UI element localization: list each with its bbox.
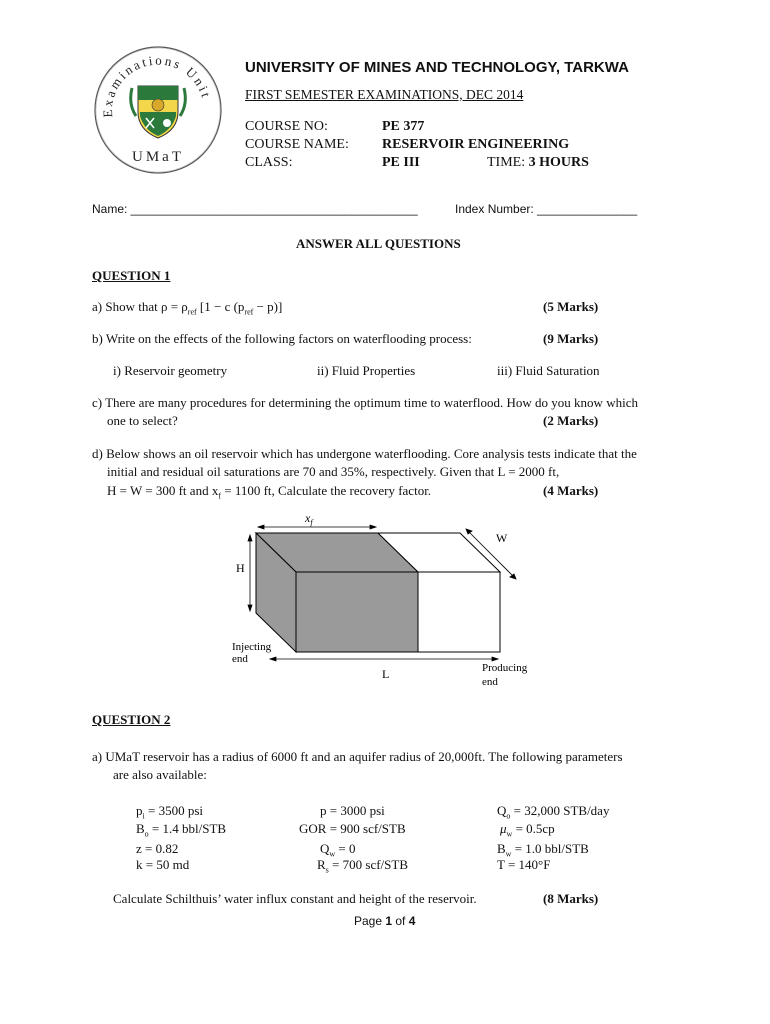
param-qo-val: = 32,000 STB/day	[510, 803, 610, 818]
label-producing-end: end	[482, 676, 498, 688]
q1b-text: b) Write on the effects of the following factors on waterflooding process:	[92, 331, 472, 346]
q1c-marks: (2 Marks)	[543, 413, 599, 428]
course-no-label: COURSE NO:	[245, 119, 328, 134]
param-bo-sub: o	[144, 829, 149, 839]
param-muw-sym: μ	[500, 821, 507, 836]
label-xf	[304, 511, 314, 527]
q1b-item-ii: ii) Fluid Properties	[317, 363, 416, 378]
param-pi-sub: i	[142, 811, 145, 821]
q1d-line2: initial and residual oil saturations are 70 and 35%, respectively. Given that L = 2000 ft,	[107, 464, 560, 479]
course-name-value: RESERVOIR ENGINEERING	[382, 137, 570, 152]
unflooded-front-face	[418, 572, 500, 652]
q1d-line3	[107, 483, 431, 501]
param-rs-val: = 700 scf/STB	[328, 857, 408, 872]
crest-icon	[131, 86, 186, 138]
label-h: H	[236, 561, 245, 575]
course-name-label: COURSE NAME:	[245, 137, 349, 152]
label-injecting: Injecting	[232, 641, 272, 653]
q2a-marks: (8 Marks)	[543, 891, 599, 906]
label-l: L	[382, 667, 390, 681]
q1a-sub2: ref	[244, 307, 254, 317]
q1d-line3-part1: H = W = 300 ft and x	[107, 483, 219, 498]
umat-examinations-logo	[92, 44, 224, 176]
param-bo	[136, 821, 226, 839]
time-label: TIME:	[487, 155, 526, 170]
instructions: ANSWER ALL QUESTIONS	[296, 236, 461, 251]
param-p: p = 3000 psi	[320, 803, 385, 818]
q1c-line1: c) There are many procedures for determining the optimum time to waterflood. How do you know which	[92, 395, 638, 410]
q2a-calc: Calculate Schilthuis’ water influx constant and height of the reservoir.	[113, 891, 477, 906]
label-xf-main: x	[305, 511, 311, 525]
q1d-marks: (4 Marks)	[543, 483, 599, 498]
q1d-line1: d) Below shows an oil reservoir which has undergone waterflooding. Core analysis tests indicate that the	[92, 446, 637, 461]
class-label: CLASS:	[245, 155, 293, 170]
q2a-line2: are also available:	[113, 767, 207, 782]
q1a-part1: a) Show that ρ = ρ	[92, 299, 188, 314]
param-bw-val: = 1.0 bbl/STB	[511, 841, 589, 856]
page-current: 1	[385, 914, 393, 928]
param-rs-sub: s	[325, 865, 329, 875]
exam-title: FIRST SEMESTER EXAMINATIONS, DEC 2014	[245, 87, 524, 102]
param-rs-sym: R	[317, 857, 326, 872]
label-w: W	[496, 531, 508, 545]
param-t: T = 140°F	[497, 857, 551, 872]
param-qw-sym: Q	[320, 841, 330, 856]
course-no-value: PE 377	[382, 119, 425, 134]
q1b-item-iii: iii) Fluid Saturation	[497, 363, 600, 378]
param-k: k = 50 md	[136, 857, 190, 872]
l-dimension-arrow	[270, 657, 498, 661]
param-bw-sub: w	[505, 849, 512, 859]
param-qo	[497, 803, 609, 821]
q1b-marks: (9 Marks)	[543, 331, 599, 346]
logo-ring-text: Examinations Unit	[99, 52, 215, 118]
param-pi	[136, 803, 203, 821]
h-dimension-arrow	[248, 535, 252, 611]
time-value: 3 HOURS	[528, 155, 589, 170]
time-field	[487, 155, 589, 171]
page-total: 4	[408, 914, 416, 928]
param-qw	[320, 841, 356, 859]
q1c-line2: one to select?	[107, 413, 178, 428]
param-muw-val: = 0.5cp	[512, 821, 555, 836]
reservoir-block-diagram	[228, 508, 548, 693]
q1d-line3-part2: = 1100 ft, Calculate the recovery factor.	[220, 483, 432, 498]
index-number-field[interactable]: Index Number: _______________	[455, 202, 638, 216]
page-number	[354, 914, 415, 928]
label-xf-sub: f	[310, 518, 313, 527]
param-qo-sub: o	[506, 811, 511, 821]
param-z: z = 0.82	[136, 841, 179, 856]
question-2-title: QUESTION 2	[92, 712, 171, 727]
param-bw-sym: B	[497, 841, 506, 856]
label-injecting-end: end	[232, 653, 248, 665]
page-of: of	[392, 914, 409, 928]
param-bw	[497, 841, 589, 859]
q1a-sub1: ref	[187, 307, 197, 317]
param-rs	[317, 857, 408, 875]
q1a-part2: [1 − c (p	[196, 299, 245, 314]
name-field[interactable]: Name: ___________________________________________	[92, 202, 418, 216]
param-bo-sym: B	[136, 821, 145, 836]
q2a-line1: a) UMaT reservoir has a radius of 6000 ft and an aquifer radius of 20,000ft. The following parameters	[92, 749, 623, 764]
param-qw-val: = 0	[335, 841, 356, 856]
flooded-front-face	[296, 572, 418, 652]
param-muw	[500, 821, 555, 839]
q1a-marks: (5 Marks)	[543, 299, 599, 314]
param-gor: GOR = 900 scf/STB	[299, 821, 406, 836]
param-qo-sym: Q	[497, 803, 507, 818]
university-title: UNIVERSITY OF MINES AND TECHNOLOGY, TARKWA	[245, 59, 629, 76]
label-producing: Producing	[482, 662, 528, 674]
logo-bottom-text: UMaT	[132, 149, 184, 165]
q1d-line3-sub: f	[218, 491, 221, 501]
param-pi-sym: p	[136, 803, 143, 818]
param-pi-val: = 3500 psi	[144, 803, 203, 818]
page-prefix: Page	[354, 914, 386, 928]
q1a-part3: − p)]	[253, 299, 283, 314]
param-muw-sub: w	[506, 829, 513, 839]
q1a-text	[92, 299, 282, 317]
question-1-title: QUESTION 1	[92, 268, 171, 283]
param-qw-sub: w	[329, 849, 336, 859]
q1b-item-i: i) Reservoir geometry	[113, 363, 228, 378]
param-bo-val: = 1.4 bbl/STB	[148, 821, 227, 836]
xf-dimension-arrow	[258, 525, 376, 529]
class-value: PE III	[382, 155, 420, 170]
